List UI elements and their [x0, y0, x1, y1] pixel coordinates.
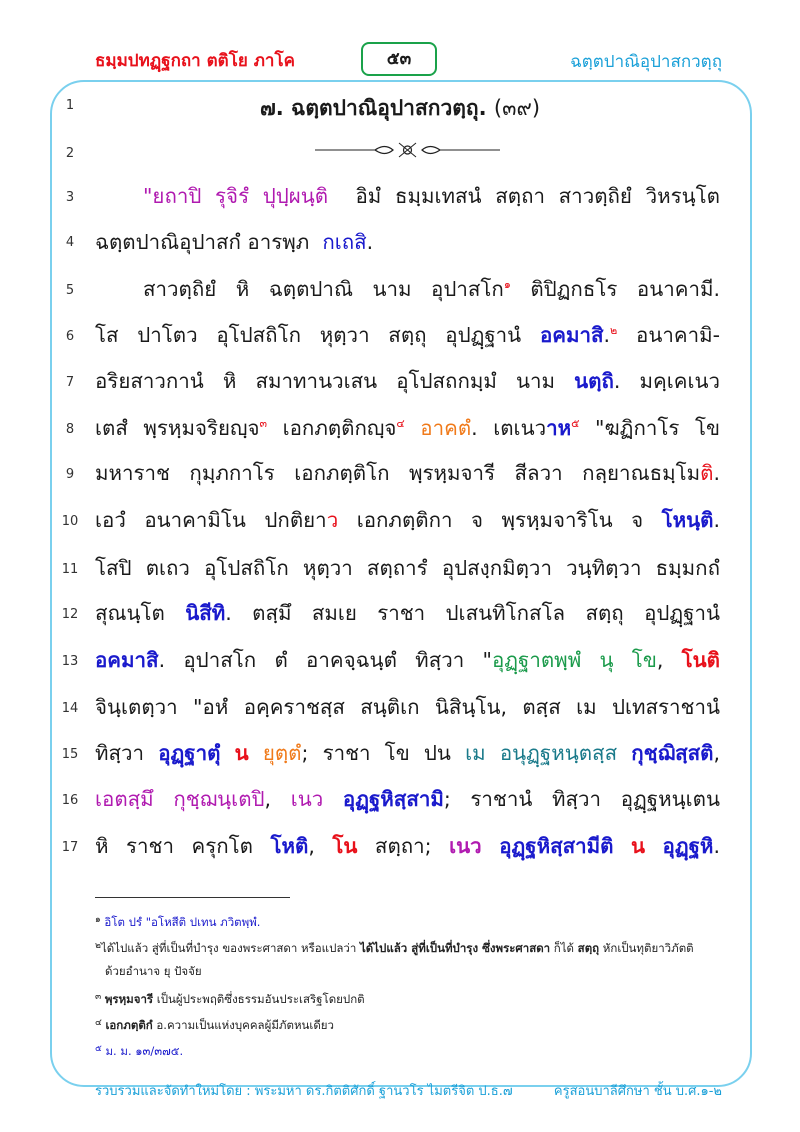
- text-span: ; ราชานํ ทิสฺวา อุฏฺฐหนฺเตน: [443, 787, 720, 811]
- text-line-13: [95, 644, 720, 677]
- footnote-5: [95, 1042, 745, 1060]
- text-span: "ฆฏิกาโร โข: [579, 416, 720, 440]
- footnote-bold: ได้ไปแล้ว สู่ที่เป็นที่บำรุง ซึ่งพระศาสดา: [360, 941, 551, 955]
- footnote-text: อิโต ปรํ "อโหสีติ ปเทน ภวิตพฺพํ.: [104, 915, 261, 929]
- text-span: ,: [308, 834, 333, 858]
- text-span: .: [603, 323, 611, 347]
- footnote-bold: พฺรหฺมจารี: [104, 992, 154, 1006]
- footnote-2: [95, 939, 745, 957]
- particle-highlight: ว: [326, 508, 339, 532]
- text-span: .: [713, 461, 720, 485]
- line-number: 5: [65, 283, 75, 298]
- text-span: ; ราชา โข ปน: [301, 741, 466, 765]
- line-number: 6: [65, 329, 75, 344]
- text-line-16: [95, 783, 720, 816]
- footnote-text: เป็นผู้ประพฤติซึ่งธรรมอันประเสริฐโดยปกติ: [153, 992, 365, 1006]
- text-span: อริยสาวกานํ หิ สมาทานวเสน อุโปสถกมฺมํ นาม: [95, 369, 556, 393]
- line-number: 14: [61, 701, 79, 716]
- text-span: สุณนฺโต: [95, 601, 165, 625]
- verb-highlight: อุฏฺฐาตุํ: [158, 741, 221, 765]
- footnote-mark: ๑: [95, 915, 101, 925]
- verb-highlight: นตฺถิ: [574, 369, 614, 393]
- text-span: อิมํ ธมฺมเทสนํ สตฺถา สาวตฺถิยํ วิหรนฺโต: [355, 184, 720, 208]
- footer-course: ครูสอนบาลีศึกษา ชั้น บ.ศ.๑-๒: [553, 1084, 722, 1099]
- verb-highlight: อุฏฺฐหิสฺสามิ: [342, 787, 444, 811]
- text-line-14: [95, 691, 720, 724]
- line-number: 4: [65, 235, 75, 250]
- text-span: [405, 416, 421, 440]
- text-span: ฉตฺตปาณิอุปาสกํ อารพฺภ: [95, 230, 310, 254]
- text-span: ,: [264, 787, 291, 811]
- verb-highlight: นิสีทิ: [185, 601, 226, 625]
- text-span: .: [713, 834, 720, 858]
- footnote-bold: สตฺถุ: [577, 941, 600, 955]
- particle-highlight: ยุตฺตํ: [262, 741, 302, 765]
- verb-highlight: อคมาสิ: [95, 648, 159, 672]
- text-span: . ตสฺมึ สมเย ราชา ปเสนทิโกสโล สตฺถุ อุปฏฺฐานํ: [225, 601, 720, 625]
- text-span: เอกภตฺติกา จ พฺรหฺมจาริโน จ: [338, 508, 662, 532]
- line-number: 16: [61, 793, 79, 808]
- line-number: 2: [65, 146, 75, 161]
- verb-highlight: าห: [546, 416, 572, 440]
- footnote-text: ด้วยอำนาจ ยุ ปัจจัย: [105, 964, 202, 978]
- text-span: [486, 741, 500, 765]
- verb-highlight: โหนฺติ: [661, 508, 714, 532]
- text-span: [613, 834, 631, 858]
- footnote-1: [95, 913, 745, 931]
- particle-highlight: ติ: [700, 461, 714, 485]
- text-span: เตสํ พฺรหฺมจริยญฺจ: [95, 416, 260, 440]
- text-line-7: [95, 365, 720, 398]
- pronoun-highlight: เม: [465, 741, 486, 765]
- text-span: ติปิฏกธโร อนาคามี.: [510, 277, 720, 301]
- text-span: จินฺเตตฺวา "อหํ อคฺคราชสฺส สนฺติเก นิสินฺโน, ตสฺส เม ปเทสราชานํ: [95, 695, 720, 719]
- story-title-text: ๗. ฉตฺตปาณิอุปาสกวตฺถุ.: [259, 96, 487, 120]
- text-line-6: [95, 319, 720, 352]
- text-span: [323, 787, 343, 811]
- footnote-2-cont: [105, 962, 755, 980]
- text-span: ทิสฺวา: [95, 741, 159, 765]
- verb-highlight: กเถสิ: [322, 230, 367, 254]
- footnote-mark: ๕: [95, 1044, 102, 1054]
- text-span: . อุปาสโก ตํ อาคจฺฉนฺตํ ทิสฺวา ": [158, 648, 492, 672]
- footnote-text: ม. ม. ๑๓/๓๗๕.: [105, 1044, 184, 1058]
- line-number: 15: [61, 747, 79, 762]
- footnote-ref[interactable]: ๓: [259, 417, 268, 430]
- text-span: [220, 741, 234, 765]
- header-story-title: ฉตฺตปาณิอุปาสกวตฺถุ: [570, 52, 722, 72]
- text-span: [154, 787, 174, 811]
- text-span: [617, 741, 631, 765]
- particle-highlight: น: [234, 741, 249, 765]
- verb-highlight: อคมาสิ: [539, 323, 604, 347]
- text-line-9: [95, 457, 720, 490]
- text-line-10: [95, 504, 720, 537]
- text-line-5: [143, 273, 720, 306]
- footnote-mark: ๓: [95, 992, 102, 1002]
- text-span: โส ปาโตว อุโปสถิโก หุตฺวา สตฺถุ อุปฏฺฐานํ: [95, 323, 522, 347]
- footnote-text: อ.ความเป็นแห่งบุคคลผู้มีภัตหนเดียว: [152, 1018, 334, 1032]
- story-title: [0, 92, 800, 125]
- line-number: 13: [61, 654, 79, 669]
- footnote-text: หักเป็นทุติยาวิภัตติ: [599, 941, 694, 955]
- particle-highlight: โนติ: [681, 648, 720, 672]
- text-span: [482, 834, 500, 858]
- line-number: 8: [65, 422, 75, 437]
- text-line-17: [95, 830, 720, 863]
- text-span: [249, 741, 263, 765]
- text-span: ,: [656, 648, 682, 672]
- text-span: มหาราช กุมฺภกาโร เอกภตฺติโก พฺรหฺมจารี สีลวา กลฺยาณธมฺโม: [95, 461, 701, 485]
- text-line-11: [95, 552, 720, 585]
- ornament-divider: [315, 140, 500, 160]
- header-book-title: ธมฺมปทฏฺฐกถา ตติโย ภาโค: [95, 51, 295, 71]
- participle-highlight: กุชฺฌนฺเตปิ: [173, 787, 265, 811]
- text-line-4: [95, 226, 720, 259]
- line-number: 11: [61, 562, 79, 577]
- footnote-mark: ๒: [95, 941, 101, 951]
- footnote-mark: ๔: [95, 1018, 102, 1028]
- text-line-15: [95, 737, 720, 770]
- text-line-3: [143, 180, 720, 213]
- footnote-3: [95, 990, 745, 1008]
- verb-highlight: โหติ: [270, 834, 309, 858]
- footnote-text: ก็ได้: [550, 941, 578, 955]
- particle-highlight: โน: [332, 834, 358, 858]
- text-span: ,: [713, 741, 720, 765]
- text-span: สตฺถา;: [357, 834, 450, 858]
- line-number: 1: [65, 98, 75, 113]
- line-number: 3: [65, 190, 75, 205]
- footnote-ref[interactable]: ๑: [503, 278, 511, 291]
- page-number: ๕๓: [361, 42, 437, 76]
- particle-highlight: น: [630, 834, 645, 858]
- footnote-4: [95, 1016, 745, 1034]
- line-number: 17: [61, 840, 79, 855]
- footnote-rule: [95, 897, 290, 898]
- line-number: 10: [61, 514, 79, 529]
- text-span: . เตเนว: [471, 416, 547, 440]
- text-span: [645, 834, 663, 858]
- pronoun-highlight: เอตสฺมึ: [95, 787, 154, 811]
- line-number: 12: [61, 607, 79, 622]
- text-line-8: [95, 412, 720, 445]
- text-line-12: [95, 597, 720, 630]
- quote-highlight: อุฏฺฐาตพฺพํ นุ โข: [491, 648, 657, 672]
- story-number: (๓๙): [493, 96, 541, 120]
- text-span: เอกภตฺติกญฺจ: [267, 416, 397, 440]
- text-span: เอวํ อนาคามิโน ปกติยา: [95, 508, 327, 532]
- particle-highlight: เนว: [290, 787, 324, 811]
- particle-highlight: เนว: [449, 834, 482, 858]
- text-span: อนาคามิ-: [617, 323, 720, 347]
- line-number: 9: [65, 467, 75, 482]
- text-span: .: [366, 230, 374, 254]
- text-span: โสปิ ตเถว อุโปสถิโก หุตฺวา สตฺถารํ อุปสงฺกมิตฺวา วนฺทิตฺวา ธมฺมกถํ: [95, 556, 720, 580]
- verb-highlight: อาคตํ: [420, 416, 472, 440]
- quote-opening: "ยถาปิ รุจิรํ ปุปฺผนฺติ: [143, 184, 329, 208]
- text-span: สาวตฺถิยํ หิ ฉตฺตปาณิ นาม อุปาสโก: [143, 277, 504, 301]
- footnote-ref[interactable]: ๒: [610, 324, 618, 337]
- text-span: . มคฺเคเนว: [613, 369, 720, 393]
- verb-highlight: อุฏฺฐหิ: [662, 834, 714, 858]
- text-span: หิ ราชา ครุกโต: [95, 834, 271, 858]
- footnote-ref[interactable]: ๔: [396, 417, 405, 430]
- footnote-ref[interactable]: ๕: [571, 417, 580, 430]
- text-span: .: [713, 508, 720, 532]
- verb-highlight: อุฏฺฐหิสฺสามีติ: [499, 834, 614, 858]
- footer-author: รวบรวมและจัดทำใหม่โดย : พระมหา ดร.กิตติศักดิ์ ฐานวโร ไมตรีจิต ป.ธ.๗: [95, 1084, 513, 1099]
- verb-highlight: กุชฺฌิสฺสติ: [631, 741, 714, 765]
- participle-highlight: อนุฏฺฐหนฺตสฺส: [499, 741, 618, 765]
- footnote-bold: เอกภตฺติกํ: [105, 1018, 153, 1032]
- footnote-text: ได้ไปแล้ว สู่ที่เป็นที่บำรุง ของพระศาสดา หรือแปลว่า: [100, 941, 360, 955]
- line-number: 7: [65, 375, 75, 390]
